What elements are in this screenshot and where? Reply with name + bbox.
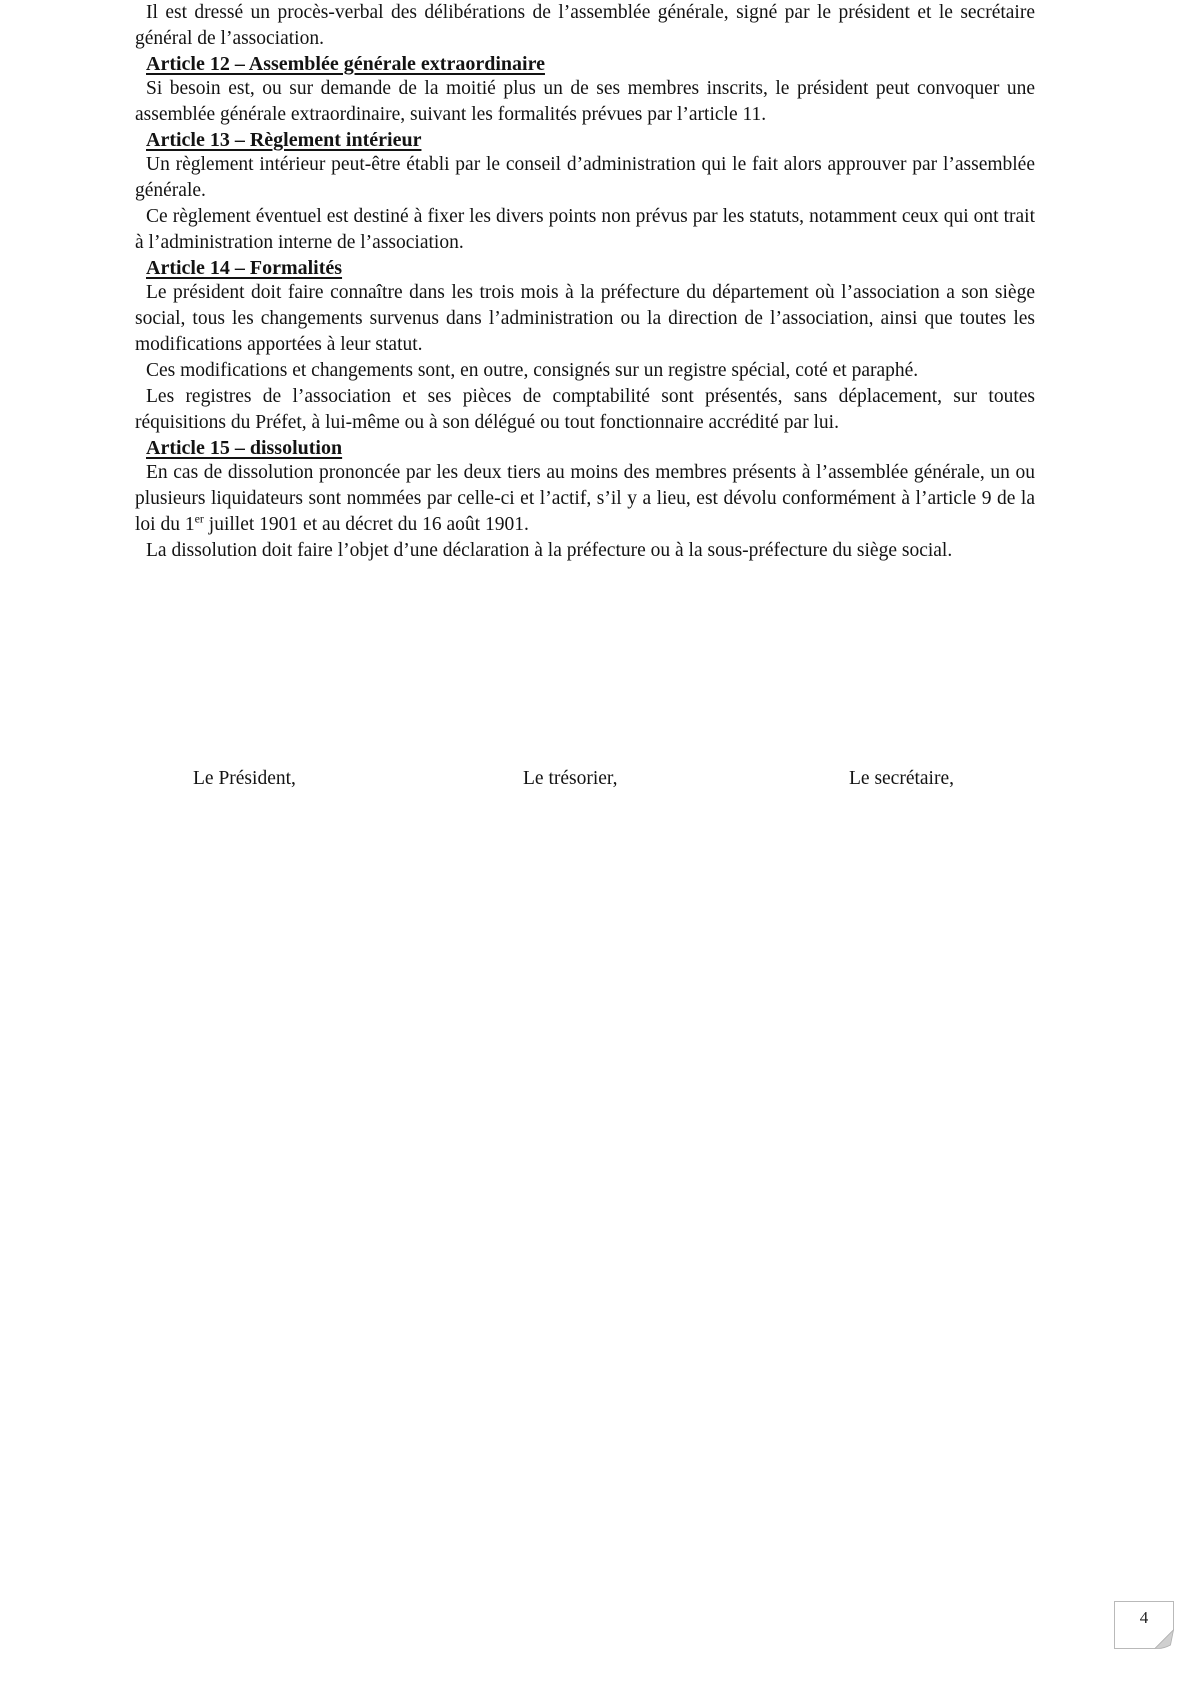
page-number-box (1114, 1601, 1174, 1649)
signature-tresorier: Le trésorier, (523, 768, 618, 789)
signature-president: Le Président, (193, 768, 296, 789)
article-15-paragraph-2: La dissolution doit faire l’objet d’une déclaration à la préfecture ou à la sous-préfecture du siège social. (146, 540, 953, 561)
article-12-heading: Article 12 – Assemblée générale extraordinaire (146, 53, 545, 75)
article-14-heading: Article 14 – Formalités (146, 257, 343, 279)
signature-secretaire: Le secrétaire, (849, 768, 955, 789)
article-13-paragraph-2: Ce règlement éventuel est destiné à fixer les divers points non prévus par les statuts, notamment ceux qui ont trait à l’administration interne de l’association. (135, 206, 1035, 253)
article-14-paragraph-2: Ces modifications et changements sont, en outre, consignés sur un registre spécial, coté et paraphé. (146, 360, 919, 381)
article-13-heading: Article 13 – Règlement intérieur (146, 129, 422, 151)
paragraph-proces-verbal: Il est dressé un procès-verbal des délibérations de l’assemblée générale, signé par le président et le secrétaire général de l’association. (135, 2, 1035, 49)
ordinal-superscript: er (194, 511, 204, 526)
article-15-paragraph-1-rest: juillet 1901 et au décret du 16 août 1901. (203, 514, 529, 535)
article-15-heading: Article 15 – dissolution (146, 437, 343, 459)
article-12-paragraph-1: Si besoin est, ou sur demande de la moitié plus un de ses membres inscrits, le président peut convoquer une assemblée générale extraordinaire, suivant les formalités prévues par l’article 11. (135, 78, 1035, 125)
article-13-paragraph-1: Un règlement intérieur peut-être établi par le conseil d’administration qui le fait alors approuver par l’assemblée générale. (135, 154, 1035, 201)
page-content (135, 0, 1035, 792)
article-14-paragraph-1: Le président doit faire connaître dans les trois mois à la préfecture du département où l’association a son siège social, tous les changements survenus dans l’administration ou la direction de l’association, ainsi que toutes les modifications apportées à leur statut. (135, 282, 1035, 355)
article-14-paragraph-3: Les registres de l’association et ses pièces de comptabilité sont présentés, sans déplacement, sur toutes réquisitions du Préfet, à lui-même ou à son délégué ou tout fonctionnaire accrédité par lui. (135, 386, 1035, 433)
article-15-paragraph-1-text: En cas de dissolution prononcée par les deux tiers au moins des membres présents à l’assemblée générale, un ou plusieurs liquidateurs sont nommées par celle-ci et l’actif, s’il y a lieu, est dévolu conformément à l’article 9 de la loi du 1 (135, 462, 1035, 535)
signature-row (135, 766, 1035, 792)
article-15-paragraph-1 (135, 460, 1035, 538)
page-number: 4 (1139, 1608, 1149, 1627)
